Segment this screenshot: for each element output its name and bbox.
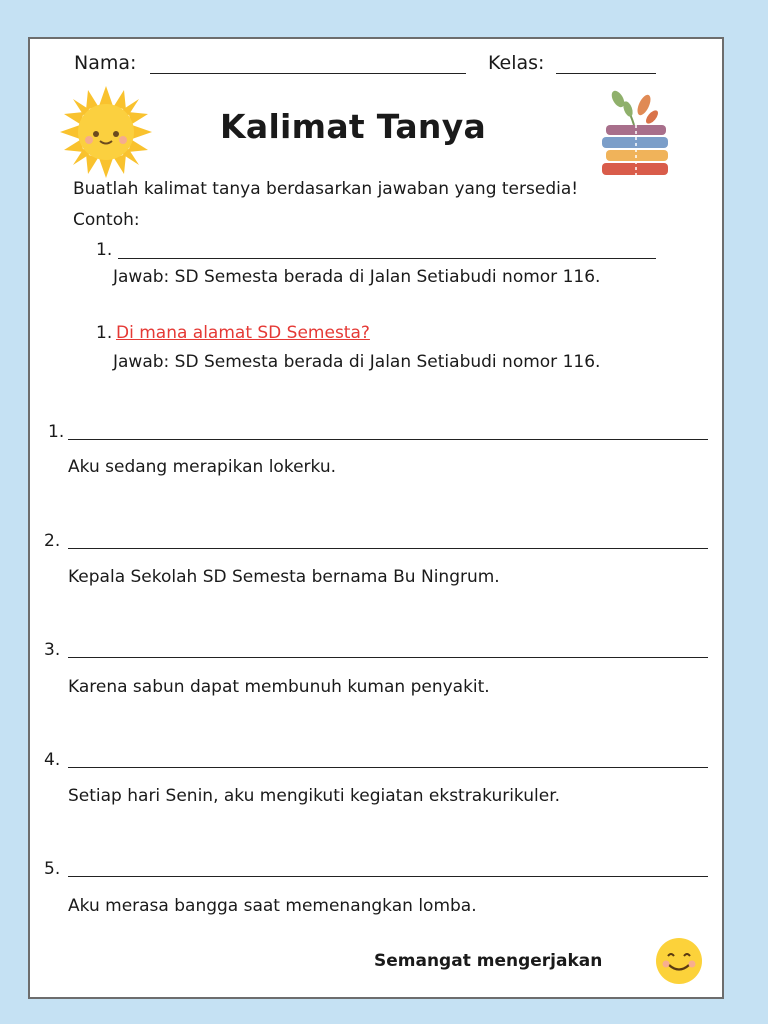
smiley-icon <box>654 936 704 986</box>
kelas-label: Kelas: <box>488 52 545 74</box>
books-icon <box>594 87 680 183</box>
question-answer-line[interactable] <box>68 767 708 768</box>
nama-blank[interactable] <box>150 73 466 74</box>
example-number: 1. <box>96 323 113 343</box>
question-number: 4. <box>44 750 61 770</box>
example-label: Contoh: <box>73 210 140 230</box>
question-number: 1. <box>48 422 65 442</box>
example-answer: Jawab: SD Semesta berada di Jalan Setiabudi nomor 116. <box>113 352 601 372</box>
kelas-blank[interactable] <box>556 73 656 74</box>
question-answer-line[interactable] <box>68 876 708 877</box>
question-answer: Kepala Sekolah SD Semesta bernama Bu Ningrum. <box>68 567 500 587</box>
question-number: 5. <box>44 859 61 879</box>
question-answer-line[interactable] <box>68 439 708 440</box>
question-answer: Karena sabun dapat membunuh kuman penyakit. <box>68 677 490 697</box>
question-answer-line[interactable] <box>68 657 708 658</box>
question-number: 2. <box>44 531 61 551</box>
question-answer-line[interactable] <box>68 548 708 549</box>
sun-icon <box>58 84 154 180</box>
nama-label: Nama: <box>74 52 137 74</box>
worksheet <box>28 37 724 999</box>
instruction-text: Buatlah kalimat tanya berdasarkan jawaban yang tersedia! <box>73 179 579 199</box>
question-answer: Aku merasa bangga saat memenangkan lomba. <box>68 896 477 916</box>
question-number: 3. <box>44 640 61 660</box>
question-answer: Aku sedang merapikan lokerku. <box>68 457 337 477</box>
page-title: Kalimat Tanya <box>220 107 487 146</box>
example-number: 1. <box>96 240 113 260</box>
example-blank <box>118 258 656 259</box>
example-answer: Jawab: SD Semesta berada di Jalan Setiabudi nomor 116. <box>113 267 601 287</box>
question-answer: Setiap hari Senin, aku mengikuti kegiatan ekstrakurikuler. <box>68 786 561 806</box>
footer-text: Semangat mengerjakan <box>374 951 603 971</box>
example-question: Di mana alamat SD Semesta? <box>116 323 370 343</box>
